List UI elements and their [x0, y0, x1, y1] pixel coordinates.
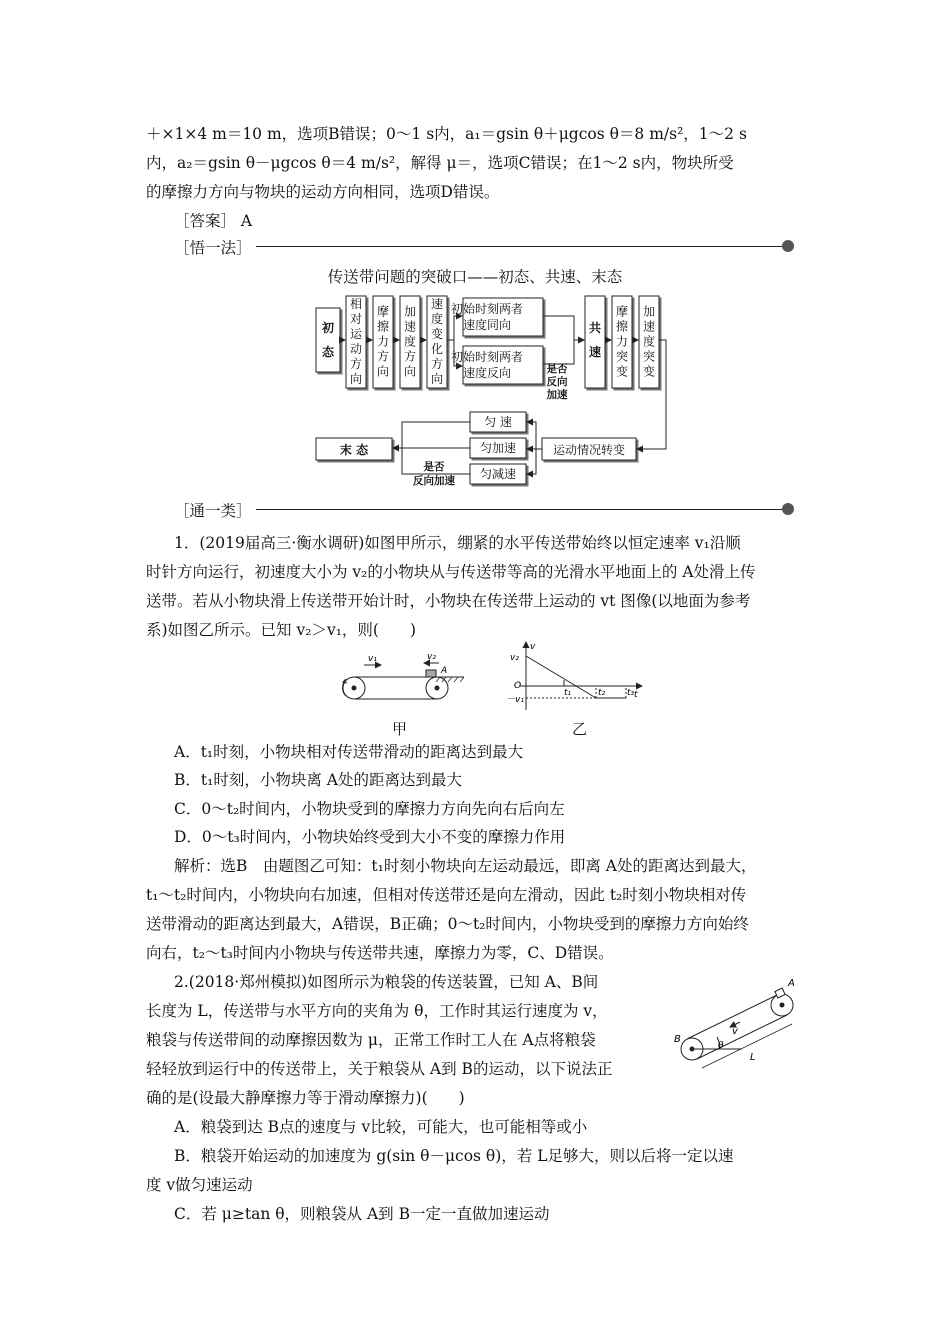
label-opp-2: 速度反向 — [462, 366, 512, 380]
option: D．0～t₃时间内，小物块始终受到大小不变的摩擦力作用 — [174, 828, 566, 846]
label-motion-change: 运动情况转变 — [552, 443, 626, 457]
vertical-label-char-relative: 方 — [349, 357, 363, 371]
question-2-line: 轻轻放到运行中的传送带上，关于粮袋从 A到 B的运动，以下说法正 — [146, 1060, 613, 1078]
label-decelerate: 匀减速 — [479, 467, 517, 481]
label-A: A — [441, 666, 448, 676]
vertical-label-char-relative: 运 — [349, 327, 363, 341]
vertical-label-char-speed_change: 方 — [430, 357, 444, 371]
label-same-2: 速度同向 — [462, 318, 512, 332]
question-1-line: 系)如图乙所示。已知 v₂＞v₁，则( ) — [146, 621, 417, 639]
box-common-speed — [585, 296, 605, 388]
label-common-2: 速 — [588, 345, 602, 359]
vertical-label-char-accel_jump: 变 — [642, 364, 656, 379]
vertical-label-char-friction_dir: 擦 — [376, 319, 390, 334]
axis-v: v — [530, 642, 536, 652]
bullet-dot — [782, 240, 794, 252]
tick-t1: t₁ — [564, 688, 572, 698]
section-rule — [174, 509, 784, 510]
vertical-label-char-accel_jump: 突 — [642, 349, 656, 364]
label-reverse-q2-2: 反向加速 — [413, 475, 455, 487]
vertical-label-char-accel_dir: 向 — [403, 364, 417, 379]
option: B．粮袋开始运动的加速度为 g(sin θ－μcos θ)，若 L足够大，则以后将一定以速 — [174, 1147, 734, 1165]
vertical-label-char-accel_jump: 速 — [642, 319, 656, 334]
vertical-label-char-relative: 向 — [349, 372, 363, 386]
vertical-label-char-relative: 动 — [349, 342, 363, 356]
label-final: 末 态 — [339, 443, 369, 457]
question-1-line: 1．(2019届高三·衡水调研)如图甲所示，绷紧的水平传送带始终以恒定速率 v₁沿顺 — [174, 534, 741, 552]
question-1-line: 时针方向运行，初速度大小为 v₂的小物块从与传送带等高的光滑水平地面上的 A处滑上传 — [146, 563, 756, 581]
grain-bag — [775, 988, 785, 998]
label-A: A — [788, 978, 795, 989]
flowchart-title: 传送带问题的突破口——初态、共速、末态 — [327, 268, 623, 286]
question-2-line: 长度为 L，传送带与水平方向的夹角为 θ，工作时其运行速度为 v， — [146, 1002, 608, 1020]
vertical-label-char-accel_dir: 度 — [403, 334, 417, 349]
block — [426, 670, 436, 677]
vertical-label-char-speed_change: 变 — [430, 327, 444, 341]
section-label: ［通一类］ — [174, 499, 256, 521]
analysis-line: 送带滑动的距离达到最大，A错误，B正确；0～t₂时间内，小物块受到的摩擦力方向始终 — [146, 915, 749, 933]
text-line: 内，a₂＝gsin θ－μgcos θ＝4 m/s²，解得 μ＝，选项C错误；在1～2 s内，物块所受 — [146, 154, 734, 172]
option: C．若 μ≥tan θ，则粮袋从 A到 B一定一直做加速运动 — [174, 1205, 550, 1223]
figure-conveyor-incline — [672, 972, 802, 1082]
figure-conveyor-horizontal — [336, 648, 466, 708]
vertical-label-char-accel_dir: 速 — [403, 319, 417, 334]
vertical-label-char-friction_jump: 擦 — [615, 319, 629, 334]
vertical-label-char-friction_jump: 摩 — [615, 304, 629, 319]
vertical-label-char-relative: 相 — [349, 297, 363, 311]
vertical-label-char-speed_change: 化 — [430, 342, 444, 356]
box-initial — [316, 308, 340, 372]
question-2-line: 确的是(设最大静摩擦力等于滑动摩擦力)( ) — [146, 1089, 465, 1107]
label-initial-2: 态 — [321, 345, 335, 359]
vt-line-decel — [526, 656, 596, 698]
label-accelerate: 匀加速 — [479, 441, 517, 455]
vertical-label-char-friction_jump: 突 — [615, 349, 629, 364]
label-reverse-q-2: 反向 — [546, 376, 568, 388]
label-v: v — [732, 1026, 738, 1037]
option: A．t₁时刻，小物块相对传送带滑动的距离达到最大 — [174, 743, 524, 761]
flowchart — [312, 292, 672, 492]
question-2-line: 2.(2018·郑州模拟)如图所示为粮袋的传送装置，已知 A、B间 — [174, 973, 599, 991]
section-tong-yi-lei — [174, 499, 794, 519]
tick-t3: t₃ — [627, 688, 635, 698]
label-theta: θ — [718, 1041, 724, 1051]
vertical-label-char-relative: 对 — [349, 312, 363, 326]
answer: ［答案］ A — [174, 212, 253, 230]
origin: O — [514, 681, 522, 691]
section-label: ［悟一法］ — [174, 236, 256, 258]
tick-neg-v1: －v₁ — [506, 695, 524, 705]
vertical-label-char-friction_dir: 摩 — [376, 304, 390, 319]
question-1-line: 送带。若从小物块滑上传送带开始计时，小物块在传送带上运动的 vt 图像(以地面为参考 — [146, 592, 751, 610]
vertical-label-char-friction_dir: 方 — [376, 349, 390, 364]
caption-yi: 乙 — [572, 720, 588, 738]
label-same-1: 初始时刻两者 — [450, 302, 524, 316]
vertical-label-char-accel_jump: 加 — [642, 304, 656, 319]
option: C．0～t₂时间内，小物块受到的摩擦力方向先向右后向左 — [174, 800, 565, 818]
option: B．t₁时刻，小物块离 A处的距离达到最大 — [174, 771, 462, 789]
bullet-dot — [782, 503, 794, 515]
label-v2: v₂ — [427, 652, 436, 662]
axis-t: t — [634, 690, 638, 700]
vertical-label-char-friction_jump: 力 — [615, 334, 629, 349]
vertical-label-char-speed_change: 速 — [430, 297, 444, 311]
label-initial-1: 初 — [321, 321, 335, 335]
label-opp-1: 初始时刻两者 — [450, 350, 524, 364]
label-common-1: 共 — [588, 321, 602, 335]
label-reverse-q-3: 加速 — [546, 389, 568, 401]
question-2-line: 粮袋与传送带间的动摩擦因数为 μ，正常工作时工人在 A点将粮袋 — [146, 1031, 596, 1049]
tick-t2: t₂ — [598, 688, 606, 698]
vertical-label-char-speed_change: 度 — [430, 312, 444, 326]
option: A．粮袋到达 B点的速度与 v比较，可能大，也可能相等或小 — [174, 1118, 588, 1136]
section-wu-yi-fa — [174, 236, 794, 256]
option-continued: 度 v做匀速运动 — [146, 1176, 253, 1194]
analysis-line: 解析：选B 由题图乙可知：t₁时刻小物块向左运动最远，即离 A处的距离达到最大， — [174, 857, 757, 875]
label-reverse-q2-1: 是否 — [423, 461, 445, 473]
label-reverse-q-1: 是否 — [546, 363, 568, 375]
tick-v2: v₂ — [510, 653, 519, 663]
text-line: ＋×1×4 m＝10 m，选项B错误；0～1 s内，a₁＝gsin θ＋μgcos θ＝8 m/s²，1～2 s — [146, 125, 747, 143]
analysis-line: 向右，t₂～t₃时间内小物块与传送带共速，摩擦力为零，C、D错误。 — [146, 944, 614, 962]
vertical-label-char-friction_dir: 向 — [376, 364, 390, 379]
label-uniform: 匀 速 — [484, 415, 512, 429]
figure-vt-graph — [506, 640, 646, 712]
vertical-label-char-accel_dir: 加 — [403, 304, 417, 319]
vertical-label-char-accel_jump: 度 — [642, 334, 656, 349]
caption-jia: 甲 — [392, 720, 408, 738]
label-v1: v₁ — [368, 654, 377, 664]
vertical-label-char-speed_change: 向 — [430, 372, 444, 386]
label-L: L — [750, 1052, 756, 1063]
vertical-label-char-friction_jump: 变 — [615, 364, 629, 379]
analysis-line: t₁～t₂时间内，小物块向右加速，但相对传送带还是向左滑动，因此 t₂时刻小物块相对传 — [146, 886, 747, 904]
vertical-label-char-accel_dir: 方 — [403, 349, 417, 364]
text-line: 的摩擦力方向与物块的运动方向相同，选项D错误。 — [146, 183, 500, 201]
section-rule — [174, 246, 784, 247]
vertical-label-char-friction_dir: 力 — [376, 334, 390, 349]
label-B: B — [674, 1034, 681, 1045]
